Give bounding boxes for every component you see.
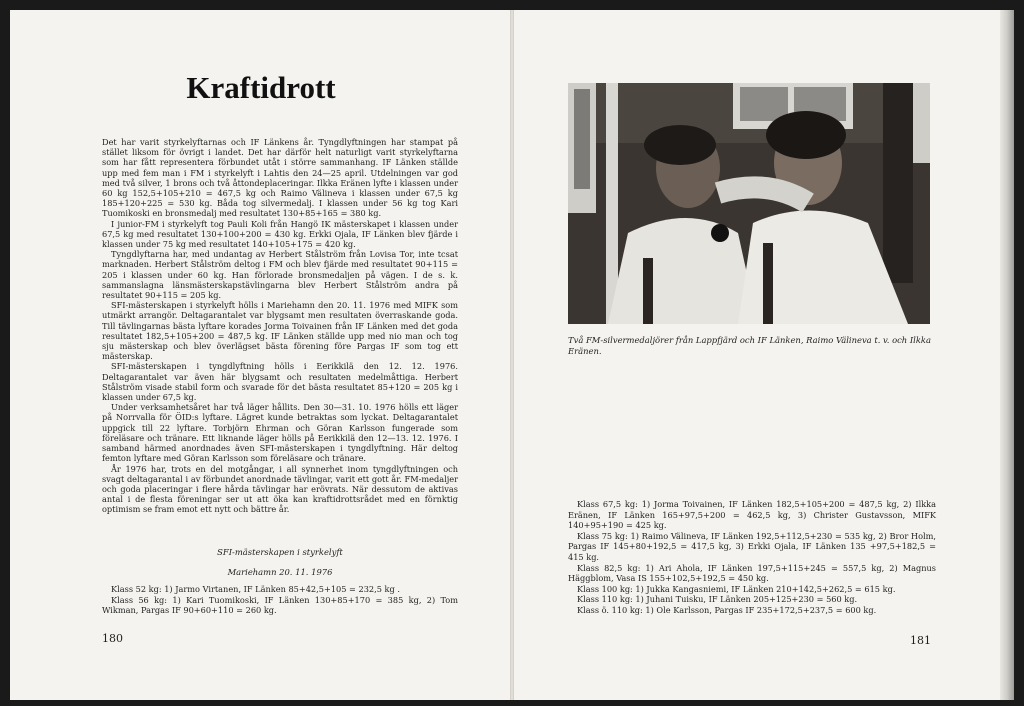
team-photo	[568, 83, 930, 324]
paragraph: Under verksamhetsåret har två läger hållits. Den 30—31. 10. 1976 hölls ett läger på Norrvalla för ÖID:s lyftare. Lägret kunde betraktas som lyckat. Deltagarantalet uppgick till 22 lyftare. Torbjörn Ehrman och Göran Karlsson fungerade som föreläsare och tränare. Ett liknande läger hölls på Eerikkilä den 12—13. 12. 1976. I samband härmed anordnades även SFI-mästerskapen i tyngdlyftning. Här deltog femton lyftare med Göran Karlsson som föreläsare och tränare.	[102, 402, 458, 464]
article-body	[102, 137, 458, 515]
result-line: Klass 82,5 kg: 1) Ari Ahola, IF Länken 197,5+115+245 = 557,5 kg, 2) Magnus Häggblom, Vasa IS 155+102,5+192,5 = 450 kg.	[568, 562, 936, 584]
results-list	[102, 584, 458, 616]
result-line: Klass 56 kg: 1) Kari Tuomikoski, IF Länken 130+85+170 = 385 kg, 2) Tom Wikman, Pargas IF 90+60+110 = 260 kg.	[102, 594, 458, 616]
page-edge	[1000, 10, 1014, 700]
results-subheading: Mariehamn 20. 11. 1976	[227, 567, 333, 577]
right-page	[512, 10, 1014, 700]
result-line: Klass ö. 110 kg: 1) Ole Karlsson, Pargas IF 235+172,5+237,5 = 600 kg.	[577, 604, 877, 615]
results-list	[568, 499, 936, 616]
result-line: Klass 67,5 kg: 1) Jorma Toivainen, IF Länken 182,5+105+200 = 487,5 kg, 2) Ilkka Eränen, IF Länken 165+97,5+200 = 462,5 kg, 3) Christer Gustavsson, MIFK 140+95+190 = 425 kg.	[568, 499, 936, 531]
paragraph: I junior-FM i styrkelyft tog Pauli Koli från Hangö IK mästerskapet i klassen under 67,5 kg med resultatet 130+100+200 = 430 kg. Erkki Ojala, IF Länken blev fjärde i klassen under 75 kg med resultatet 140+105+175 = 420 kg.	[102, 218, 458, 250]
left-page	[10, 10, 512, 700]
result-line: Klass 100 kg: 1) Jukka Kangasniemi, IF Länken 210+142,5+262,5 = 615 kg.	[577, 583, 896, 594]
paragraph: Det har varit styrkelyftarnas och IF Länkens år. Tyngdlyftningen har stampat på stället liksom för övrigt i landet. Det har därför helt naturligt varit styrkelyftarna som har fått representera förbundet utåt i större sammanhang. IF Länken ställde upp med fem man i FM i styrkelyft i Lahtis den 24—25 april. Utdelningen var god med två silver, 1 brons och två åttondeplaceringar. Ilkka Eränen lyfte i klassen under 60 kg 152,5+105+210 = 467,5 kg och Raimo Välineva i klassen under 67,5 kg 185+120+225 = 530 kg. Båda tog silvermedalj. I klassen under 56 kg tog Kari Tuomikoski en bronsmedalj med resultatet 130+85+165 = 380 kg.	[102, 137, 458, 219]
paragraph: SFI-mästerskapen i styrkelyft hölls i Mariehamn den 20. 11. 1976 med MIFK som utmärkt arrangör. Deltagarantalet var blygsamt men resultaten överraskande goda. Till tävlingarnas bästa lyftare korades Jorma Toivainen från IF Länken med det goda resultatet 182,5+105+200 = 487,5 kg. IF Länken ställde upp med nio man och tog sju mästerskap och blev överlägset bästa förening före Pargas IF som tog ett mästerskap.	[102, 300, 458, 362]
result-line: Klass 110 kg: 1) Juhani Tuisku, IF Länken 205+125+230 = 560 kg.	[577, 594, 858, 605]
page-number: 180	[102, 632, 123, 645]
paragraph: SFI-mästerskapen i tyngdlyftning hölls i Eerikkilä den 12. 12. 1976. Deltagarantalet var även här blygsamt och resultaten medelmåttiga. Herbert Stålström visade stabil form och svarade för det bästa resultatet 85+120 = 205 kg i klassen under 67,5 kg.	[102, 361, 458, 403]
page-title: Kraftidrott	[186, 70, 336, 105]
result-line: Klass 75 kg: 1) Raimo Välineva, IF Länken 192,5+112,5+230 = 535 kg, 2) Bror Holm, Pargas IF 145+80+192,5 = 417,5 kg, 3) Erkki Ojala, IF Länken 135 +97,5+182,5 = 415 kg.	[568, 530, 936, 562]
page-number: 181	[910, 634, 931, 647]
photo-caption: Två FM-silvermedaljörer från Lappfjärd och IF Länken, Raimo Välineva t. v. och Ilkka Eränen.	[568, 335, 931, 356]
book-spread	[10, 10, 1014, 700]
photo-illustration	[568, 83, 930, 324]
paragraph: År 1976 har, trots en del motgångar, i all synnerhet inom tyngdlyftningen och svagt deltagarantal i av förbundet anordnade tävlingar, varit ett gott år. FM-medaljer och goda placeringar i flere hårda tävlingar har erövrats. När dessutom de aktivas antal i de flesta föreningar ser ut att öka kan kraftidrottsrådet med en förnktig optimism se fram emot ett nytt och bättre år.	[102, 463, 458, 515]
results-heading: SFI-mästerskapen i styrkelyft	[217, 547, 343, 557]
paragraph: Tyngdlyftarna har, med undantag av Herbert Stålström från Lovisa Tor, inte tcsat marknaden. Herbert Stålström deltog i FM och blev fjärde med resultatet 90+115 = 205 i klassen under 60 kg. Han förlorade bronsmedaljen på vägen. I de s. k. sammanslagna länsmästerskapstävlingarna blev Herbert Stålström andra på resultatet 90+115 = 205 kg.	[102, 249, 458, 301]
result-line: Klass 52 kg: 1) Jarmo Virtanen, IF Länken 85+42,5+105 = 232,5 kg .	[111, 584, 400, 594]
